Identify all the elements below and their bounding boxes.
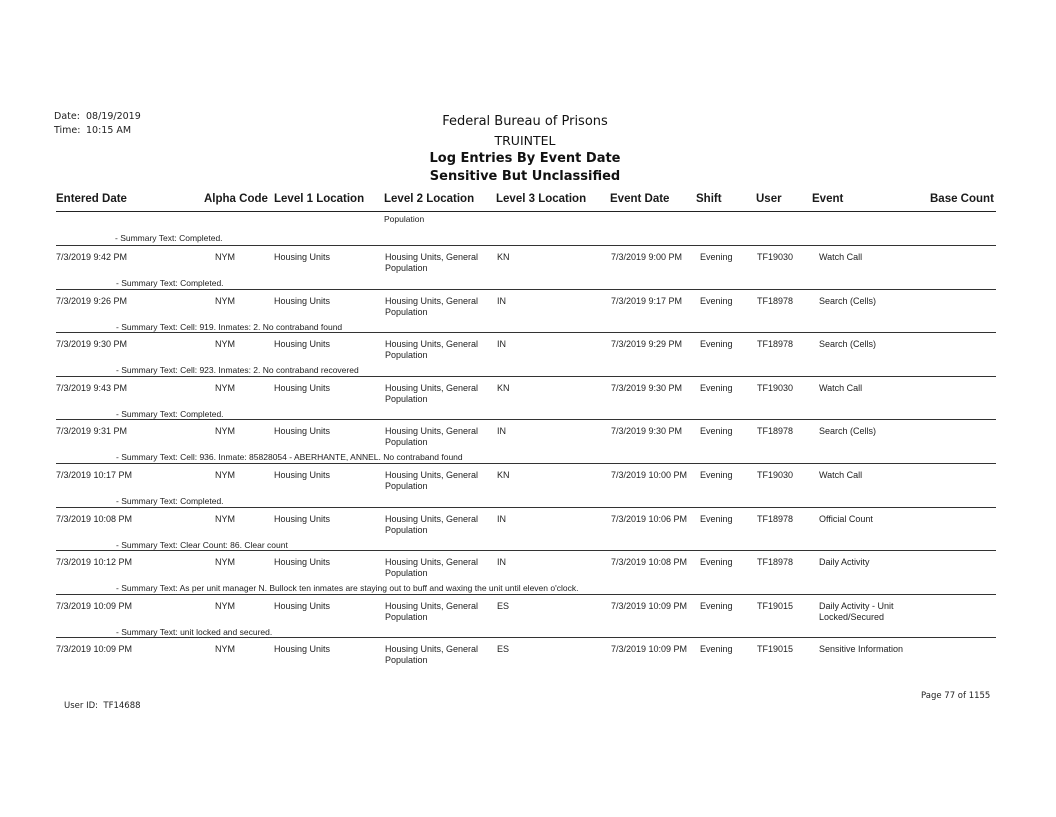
cell-event-date: 7/3/2019 9:17 PM xyxy=(611,295,683,306)
cell-event-date: 7/3/2019 10:00 PM xyxy=(611,470,688,480)
table-header xyxy=(56,187,996,212)
cell-alpha-code: NYM xyxy=(215,600,235,611)
cell-event: Search (Cells) xyxy=(819,295,877,306)
cell-event-date: 7/3/2019 9:29 PM xyxy=(611,339,683,350)
table-row xyxy=(56,507,996,548)
summary-text: - Summary Text: Completed. xyxy=(116,496,224,506)
cell-alpha-code: NYM xyxy=(215,470,235,480)
cell-entered-date: 7/3/2019 10:12 PM xyxy=(56,557,133,568)
col-base-count: Base Count xyxy=(930,193,994,205)
summary-text: - Summary Text: Cell: 936. Inmate: 85828054 - ABERHANTE, ANNEL. No contraband found xyxy=(116,452,463,463)
cell-alpha-code: NYM xyxy=(215,295,235,306)
cell-shift: Evening xyxy=(700,382,733,393)
cell-event: Search (Cells) xyxy=(819,426,877,437)
cell-entered-date: 7/3/2019 9:31 PM xyxy=(56,426,128,437)
cell-user: TF19015 xyxy=(757,600,794,611)
cell-alpha-code: NYM xyxy=(215,644,235,655)
cell-shift: Evening xyxy=(700,644,733,655)
cell-level2: Housing Units, General Population xyxy=(385,513,479,535)
cell-alpha-code: NYM xyxy=(215,252,235,262)
cell-user: TF18978 xyxy=(757,557,794,568)
cell-level2: Housing Units, General Population xyxy=(385,426,479,448)
cell-event: Watch Call xyxy=(819,382,863,393)
cell-level2: Housing Units, General Population xyxy=(385,557,479,579)
classification-title: Sensitive But Unclassified xyxy=(429,169,621,184)
cell-event-date: 7/3/2019 10:09 PM xyxy=(611,600,688,611)
table-row xyxy=(56,637,996,678)
date-value: 08/19/2019 xyxy=(86,111,141,122)
col-entered-date: Entered Date xyxy=(56,193,127,205)
cell-level3: IN xyxy=(497,513,506,524)
cell-level3: IN xyxy=(497,557,506,568)
col-alpha-code: Alpha Code xyxy=(204,193,268,205)
cell-level3: KN xyxy=(497,470,510,480)
time-value: 10:15 AM xyxy=(86,125,132,136)
summary-text: - Summary Text: Clear Count: 86. Clear count xyxy=(116,539,288,550)
cell-shift: Evening xyxy=(700,470,733,480)
cell-event-date: 7/3/2019 10:09 PM xyxy=(611,644,688,655)
cell-alpha-code: NYM xyxy=(215,557,235,568)
cell-alpha-code: NYM xyxy=(215,382,235,393)
cell-level3: KN xyxy=(497,382,510,393)
cell-event: Sensitive Information xyxy=(819,644,904,655)
summary-text: - Summary Text: Cell: 923. Inmates: 2. No contraband recovered xyxy=(116,365,359,376)
cell-level1: Housing Units xyxy=(274,295,331,306)
col-level3: Level 3 Location xyxy=(496,193,587,205)
cell-level2: Housing Units, General Population xyxy=(385,382,479,404)
cell-level3: ES xyxy=(497,600,510,611)
col-event-date: Event Date xyxy=(610,193,670,205)
report-time xyxy=(54,125,131,136)
cell-event-date: 7/3/2019 10:06 PM xyxy=(611,513,688,524)
user-id-label: User ID: xyxy=(64,701,98,711)
user-id-value: TF14688 xyxy=(103,701,141,711)
summary-text: - Summary Text: Cell: 919. Inmates: 2. No contraband found xyxy=(116,321,343,332)
footer-user-id xyxy=(64,701,141,711)
cell-level2: Housing Units, General Population xyxy=(385,470,479,491)
col-shift: Shift xyxy=(696,193,722,205)
cell-user: TF19030 xyxy=(757,252,794,262)
table-row xyxy=(56,463,996,504)
cell-level3: IN xyxy=(497,339,506,350)
cell-event-date: 7/3/2019 10:08 PM xyxy=(611,557,688,568)
cell-event-date: 7/3/2019 9:30 PM xyxy=(611,426,683,437)
col-user: User xyxy=(756,193,782,205)
table-row xyxy=(56,289,996,330)
cell-shift: Evening xyxy=(700,557,733,568)
cell-level1: Housing Units xyxy=(274,644,331,655)
cell-user: TF18978 xyxy=(757,513,794,524)
cell-level3: KN xyxy=(497,252,510,262)
cell-entered-date: 7/3/2019 10:09 PM xyxy=(56,644,133,655)
cell-level3: IN xyxy=(497,426,506,437)
cell-level3: IN xyxy=(497,295,506,306)
cell-shift: Evening xyxy=(700,295,733,306)
cell-level1: Housing Units xyxy=(274,252,331,262)
system-title: TRUINTEL xyxy=(494,133,556,148)
cell-level2: Housing Units, General Population xyxy=(385,600,479,622)
cell-entered-date: 7/3/2019 9:30 PM xyxy=(56,339,128,350)
cell-event: Daily Activity - Unit Locked/Secured xyxy=(819,600,894,622)
cell-shift: Evening xyxy=(700,513,733,524)
table-row xyxy=(56,419,996,463)
cell-entered-date: 7/3/2019 10:17 PM xyxy=(56,470,133,480)
agency-title: Federal Bureau of Prisons xyxy=(442,114,608,129)
cell-alpha-code: NYM xyxy=(215,426,235,437)
summary-text: - Summary Text: Completed. xyxy=(116,408,224,419)
cell-entered-date: 7/3/2019 10:09 PM xyxy=(56,600,133,611)
cell-user: TF19030 xyxy=(757,382,794,393)
table-row xyxy=(56,594,996,635)
cell-event-date: 7/3/2019 9:30 PM xyxy=(611,382,683,393)
cell-event: Daily Activity xyxy=(819,557,870,568)
time-label: Time: xyxy=(54,125,81,136)
cell-shift: Evening xyxy=(700,339,733,350)
report-title: Log Entries By Event Date xyxy=(429,151,621,166)
col-level1: Level 1 Location xyxy=(274,193,365,205)
cell-entered-date: 7/3/2019 9:42 PM xyxy=(56,252,128,262)
cell-entered-date: 7/3/2019 9:43 PM xyxy=(56,382,128,393)
summary-text: - Summary Text: unit locked and secured. xyxy=(116,626,273,637)
table-row xyxy=(56,332,996,376)
table-row xyxy=(56,550,996,594)
cell-level1: Housing Units xyxy=(274,557,331,568)
cell-level1: Housing Units xyxy=(274,600,331,611)
cell-event: Watch Call xyxy=(819,252,863,262)
cell-level2: Housing Units, General Population xyxy=(385,644,479,666)
date-label: Date: xyxy=(54,111,80,122)
cell-user: TF18978 xyxy=(757,339,794,350)
cell-event-date: 7/3/2019 9:00 PM xyxy=(611,252,683,262)
cell-user: TF18978 xyxy=(757,426,794,437)
col-level2: Level 2 Location xyxy=(384,193,475,205)
cell-user: TF18978 xyxy=(757,295,794,306)
summary-text: - Summary Text: As per unit manager N. Bullock ten inmates are staying out to buff and waxing the unit until eleven o'clock. xyxy=(116,583,579,594)
cell-alpha-code: NYM xyxy=(215,339,235,350)
cell-event: Search (Cells) xyxy=(819,339,877,350)
table-row xyxy=(56,376,996,417)
cell-level1: Housing Units xyxy=(274,382,331,393)
cell-level2: Housing Units, General Population xyxy=(385,295,479,317)
cell-level1: Housing Units xyxy=(274,339,331,350)
cell-level1: Housing Units xyxy=(274,470,331,480)
cell-level1: Housing Units xyxy=(274,426,331,437)
table-row xyxy=(56,245,996,286)
cell-event: Watch Call xyxy=(819,470,863,480)
cell-user: TF19015 xyxy=(757,644,794,655)
page-number: Page 77 of 1155 xyxy=(921,691,991,701)
carryover-summary: - Summary Text: Completed. xyxy=(115,233,223,243)
cell-entered-date: 7/3/2019 9:26 PM xyxy=(56,295,128,306)
cell-shift: Evening xyxy=(700,252,733,262)
report-date xyxy=(54,111,141,122)
cell-level1: Housing Units xyxy=(274,513,331,524)
cell-alpha-code: NYM xyxy=(215,513,235,524)
cell-user: TF19030 xyxy=(757,470,794,480)
col-event: Event xyxy=(812,193,844,205)
cell-entered-date: 7/3/2019 10:08 PM xyxy=(56,513,133,524)
carryover-level2: Population xyxy=(384,214,425,224)
summary-text: - Summary Text: Completed. xyxy=(116,278,224,288)
cell-event: Official Count xyxy=(819,513,873,524)
cell-level3: ES xyxy=(497,644,510,655)
cell-level2: Housing Units, General Population xyxy=(385,252,479,273)
cell-shift: Evening xyxy=(700,426,733,437)
cell-shift: Evening xyxy=(700,600,733,611)
cell-level2: Housing Units, General Population xyxy=(385,339,479,361)
